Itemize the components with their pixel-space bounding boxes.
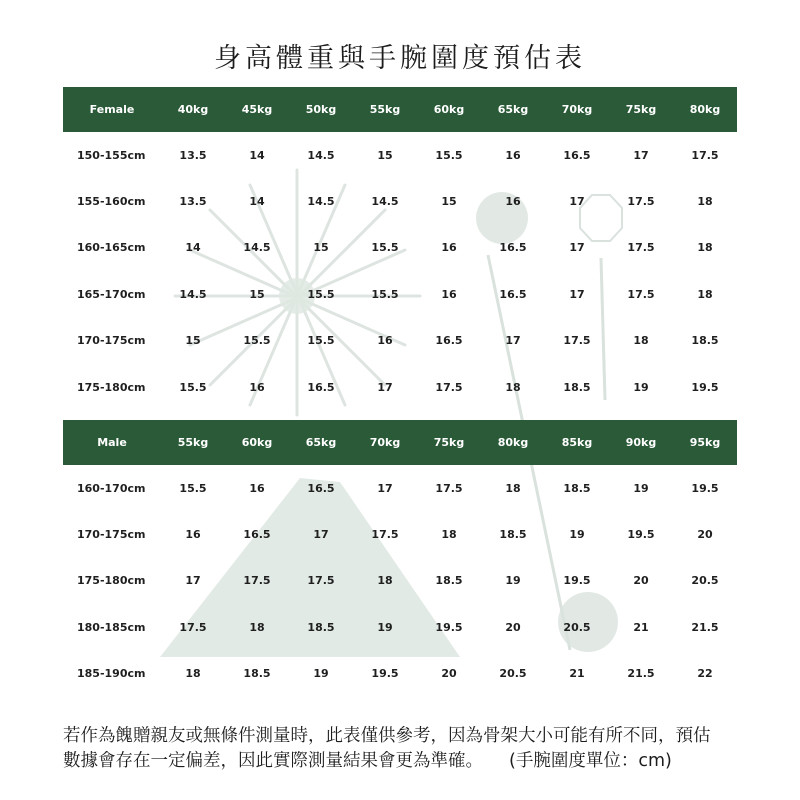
wrist-size-cell: 17 [377, 481, 393, 495]
wrist-size-cell: 20.5 [499, 667, 527, 681]
height-range-cell: 155-160cm [77, 195, 146, 209]
wrist-size-cell: 13.5 [179, 195, 207, 209]
wrist-size-cell: 21 [569, 667, 585, 681]
table-row [63, 511, 737, 557]
wrist-size-cell: 16 [505, 148, 521, 162]
wrist-size-cell: 19.5 [435, 620, 463, 634]
wrist-size-cell: 19.5 [563, 574, 591, 588]
wrist-size-cell: 16.5 [435, 334, 463, 348]
height-range-cell: 160-170cm [77, 481, 146, 495]
table-row [63, 558, 737, 604]
height-range-cell: 150-155cm [77, 148, 146, 162]
wrist-size-cell: 14.5 [243, 241, 271, 255]
female-table [63, 87, 737, 410]
wrist-size-cell: 16.5 [499, 241, 527, 255]
wrist-size-cell: 18 [185, 667, 201, 681]
male-header-weight: 55kg [161, 420, 225, 465]
wrist-size-cell: 15 [441, 195, 457, 209]
wrist-size-cell: 15.5 [179, 380, 207, 394]
table-row [63, 465, 737, 511]
female-header-weight: 80kg [673, 87, 737, 132]
height-range-cell: 180-185cm [77, 620, 146, 634]
wrist-size-cell: 17 [313, 528, 329, 542]
wrist-size-cell: 17.5 [307, 574, 335, 588]
wrist-size-cell: 20 [633, 574, 649, 588]
wrist-size-cell: 18.5 [435, 574, 463, 588]
wrist-size-cell: 15 [185, 334, 201, 348]
female-header-row [63, 87, 737, 132]
female-header-weight: 50kg [289, 87, 353, 132]
wrist-size-cell: 18.5 [691, 334, 719, 348]
wrist-size-cell: 16 [505, 195, 521, 209]
male-header-weight: 60kg [225, 420, 289, 465]
footnote-line-1: 若作為餽贈親友或無條件測量時，此表僅供參考，因為骨架大小可能有所不同，預估 [63, 726, 711, 746]
wrist-size-cell: 18 [697, 195, 713, 209]
male-header-label: Male [63, 420, 161, 465]
wrist-size-cell: 16 [249, 380, 265, 394]
wrist-size-cell: 14 [249, 195, 265, 209]
wrist-size-cell: 21.5 [691, 620, 719, 634]
wrist-size-cell: 19 [505, 574, 521, 588]
wrist-size-cell: 14 [249, 148, 265, 162]
wrist-size-cell: 13.5 [179, 148, 207, 162]
wrist-size-cell: 16.5 [563, 148, 591, 162]
wrist-size-cell: 17.5 [371, 528, 399, 542]
wrist-size-cell: 20.5 [563, 620, 591, 634]
table-row [63, 178, 737, 224]
wrist-size-cell: 19 [633, 481, 649, 495]
male-header-weight: 85kg [545, 420, 609, 465]
wrist-size-cell: 19.5 [371, 667, 399, 681]
wrist-size-cell: 15.5 [307, 287, 335, 301]
wrist-size-cell: 15.5 [371, 241, 399, 255]
wrist-size-cell: 17 [633, 148, 649, 162]
wrist-size-cell: 18 [441, 528, 457, 542]
wrist-size-cell: 19.5 [627, 528, 655, 542]
female-header-weight: 40kg [161, 87, 225, 132]
female-header-label: Female [63, 87, 161, 132]
wrist-size-cell: 17.5 [691, 148, 719, 162]
wrist-size-cell: 16 [441, 241, 457, 255]
wrist-size-cell: 16.5 [243, 528, 271, 542]
wrist-size-cell: 20 [441, 667, 457, 681]
female-header-weight: 60kg [417, 87, 481, 132]
female-header-weight: 75kg [609, 87, 673, 132]
wrist-size-cell: 17.5 [627, 287, 655, 301]
wrist-size-cell: 17.5 [627, 241, 655, 255]
table-row [63, 364, 737, 410]
wrist-size-cell: 14.5 [307, 148, 335, 162]
wrist-size-cell: 16 [441, 287, 457, 301]
wrist-size-cell: 19.5 [691, 481, 719, 495]
wrist-size-cell: 18.5 [307, 620, 335, 634]
page-title: 身高體重與手腕圍度預估表 [214, 43, 586, 74]
wrist-size-cell: 14.5 [371, 195, 399, 209]
wrist-size-cell: 18 [697, 241, 713, 255]
wrist-size-cell: 18 [377, 574, 393, 588]
wrist-size-cell: 17 [569, 287, 585, 301]
wrist-size-cell: 16 [249, 481, 265, 495]
wrist-size-cell: 18 [249, 620, 265, 634]
wrist-size-cell: 18.5 [499, 528, 527, 542]
wrist-size-cell: 15 [377, 148, 393, 162]
wrist-size-cell: 14.5 [179, 287, 207, 301]
wrist-size-cell: 15.5 [179, 481, 207, 495]
female-header-weight: 55kg [353, 87, 417, 132]
male-header-weight: 70kg [353, 420, 417, 465]
wrist-size-cell: 21.5 [627, 667, 655, 681]
table-row [63, 271, 737, 317]
footnote [63, 724, 753, 774]
height-range-cell: 185-190cm [77, 667, 146, 681]
female-header-weight: 65kg [481, 87, 545, 132]
wrist-size-cell: 18.5 [563, 481, 591, 495]
height-range-cell: 160-165cm [77, 241, 146, 255]
table-row [63, 651, 737, 697]
wrist-size-cell: 16 [185, 528, 201, 542]
female-header-weight: 45kg [225, 87, 289, 132]
wrist-size-cell: 14.5 [307, 195, 335, 209]
wrist-size-cell: 15.5 [435, 148, 463, 162]
footnote-line-2 [63, 749, 753, 774]
height-range-cell: 165-170cm [77, 287, 146, 301]
height-range-cell: 175-180cm [77, 380, 146, 394]
wrist-size-cell: 19 [633, 380, 649, 394]
male-header-weight: 75kg [417, 420, 481, 465]
wrist-size-cell: 18.5 [563, 380, 591, 394]
wrist-size-cell: 15.5 [243, 334, 271, 348]
wrist-size-cell: 20 [505, 620, 521, 634]
height-range-cell: 170-175cm [77, 334, 146, 348]
wrist-size-cell: 15.5 [307, 334, 335, 348]
wrist-size-cell: 18.5 [243, 667, 271, 681]
wrist-size-cell: 17 [377, 380, 393, 394]
wrist-size-cell: 19 [569, 528, 585, 542]
wrist-size-cell: 19 [377, 620, 393, 634]
wrist-size-cell: 17 [185, 574, 201, 588]
wrist-size-cell: 19 [313, 667, 329, 681]
male-header-weight: 80kg [481, 420, 545, 465]
table-row [63, 225, 737, 271]
wrist-size-cell: 16.5 [307, 380, 335, 394]
footnote-line-2-text: 數據會存在一定偏差，因此實際測量結果會更為準確。 [63, 751, 483, 771]
male-header-weight: 95kg [673, 420, 737, 465]
wrist-size-cell: 17 [569, 241, 585, 255]
wrist-size-cell: 18 [697, 287, 713, 301]
wrist-size-cell: 18 [505, 481, 521, 495]
wrist-size-cell: 19.5 [691, 380, 719, 394]
wrist-size-cell: 17.5 [179, 620, 207, 634]
wrist-size-cell: 17 [505, 334, 521, 348]
wrist-size-cell: 17.5 [243, 574, 271, 588]
male-header-row [63, 420, 737, 465]
wrist-size-cell: 20 [697, 528, 713, 542]
wrist-size-cell: 15 [313, 241, 329, 255]
wrist-size-cell: 18 [505, 380, 521, 394]
male-header-weight: 65kg [289, 420, 353, 465]
wrist-size-cell: 16.5 [499, 287, 527, 301]
height-range-cell: 170-175cm [77, 528, 146, 542]
wrist-size-cell: 15.5 [371, 287, 399, 301]
table-row [63, 318, 737, 364]
wrist-size-cell: 16 [377, 334, 393, 348]
female-header-weight: 70kg [545, 87, 609, 132]
wrist-size-cell: 15 [249, 287, 265, 301]
wrist-size-cell: 22 [697, 667, 713, 681]
wrist-size-cell: 16.5 [307, 481, 335, 495]
wrist-size-cell: 17.5 [627, 195, 655, 209]
table-row [63, 132, 737, 178]
unit-note: (手腕圍度單位：cm) [509, 751, 672, 771]
wrist-size-cell: 14 [185, 241, 201, 255]
wrist-size-cell: 17.5 [435, 380, 463, 394]
wrist-size-cell: 17 [569, 195, 585, 209]
male-header-weight: 90kg [609, 420, 673, 465]
wrist-size-cell: 21 [633, 620, 649, 634]
table-row [63, 604, 737, 650]
height-range-cell: 175-180cm [77, 574, 146, 588]
wrist-size-cell: 18 [633, 334, 649, 348]
male-table [63, 420, 737, 697]
wrist-size-cell: 17.5 [563, 334, 591, 348]
wrist-size-cell: 20.5 [691, 574, 719, 588]
wrist-size-cell: 17.5 [435, 481, 463, 495]
